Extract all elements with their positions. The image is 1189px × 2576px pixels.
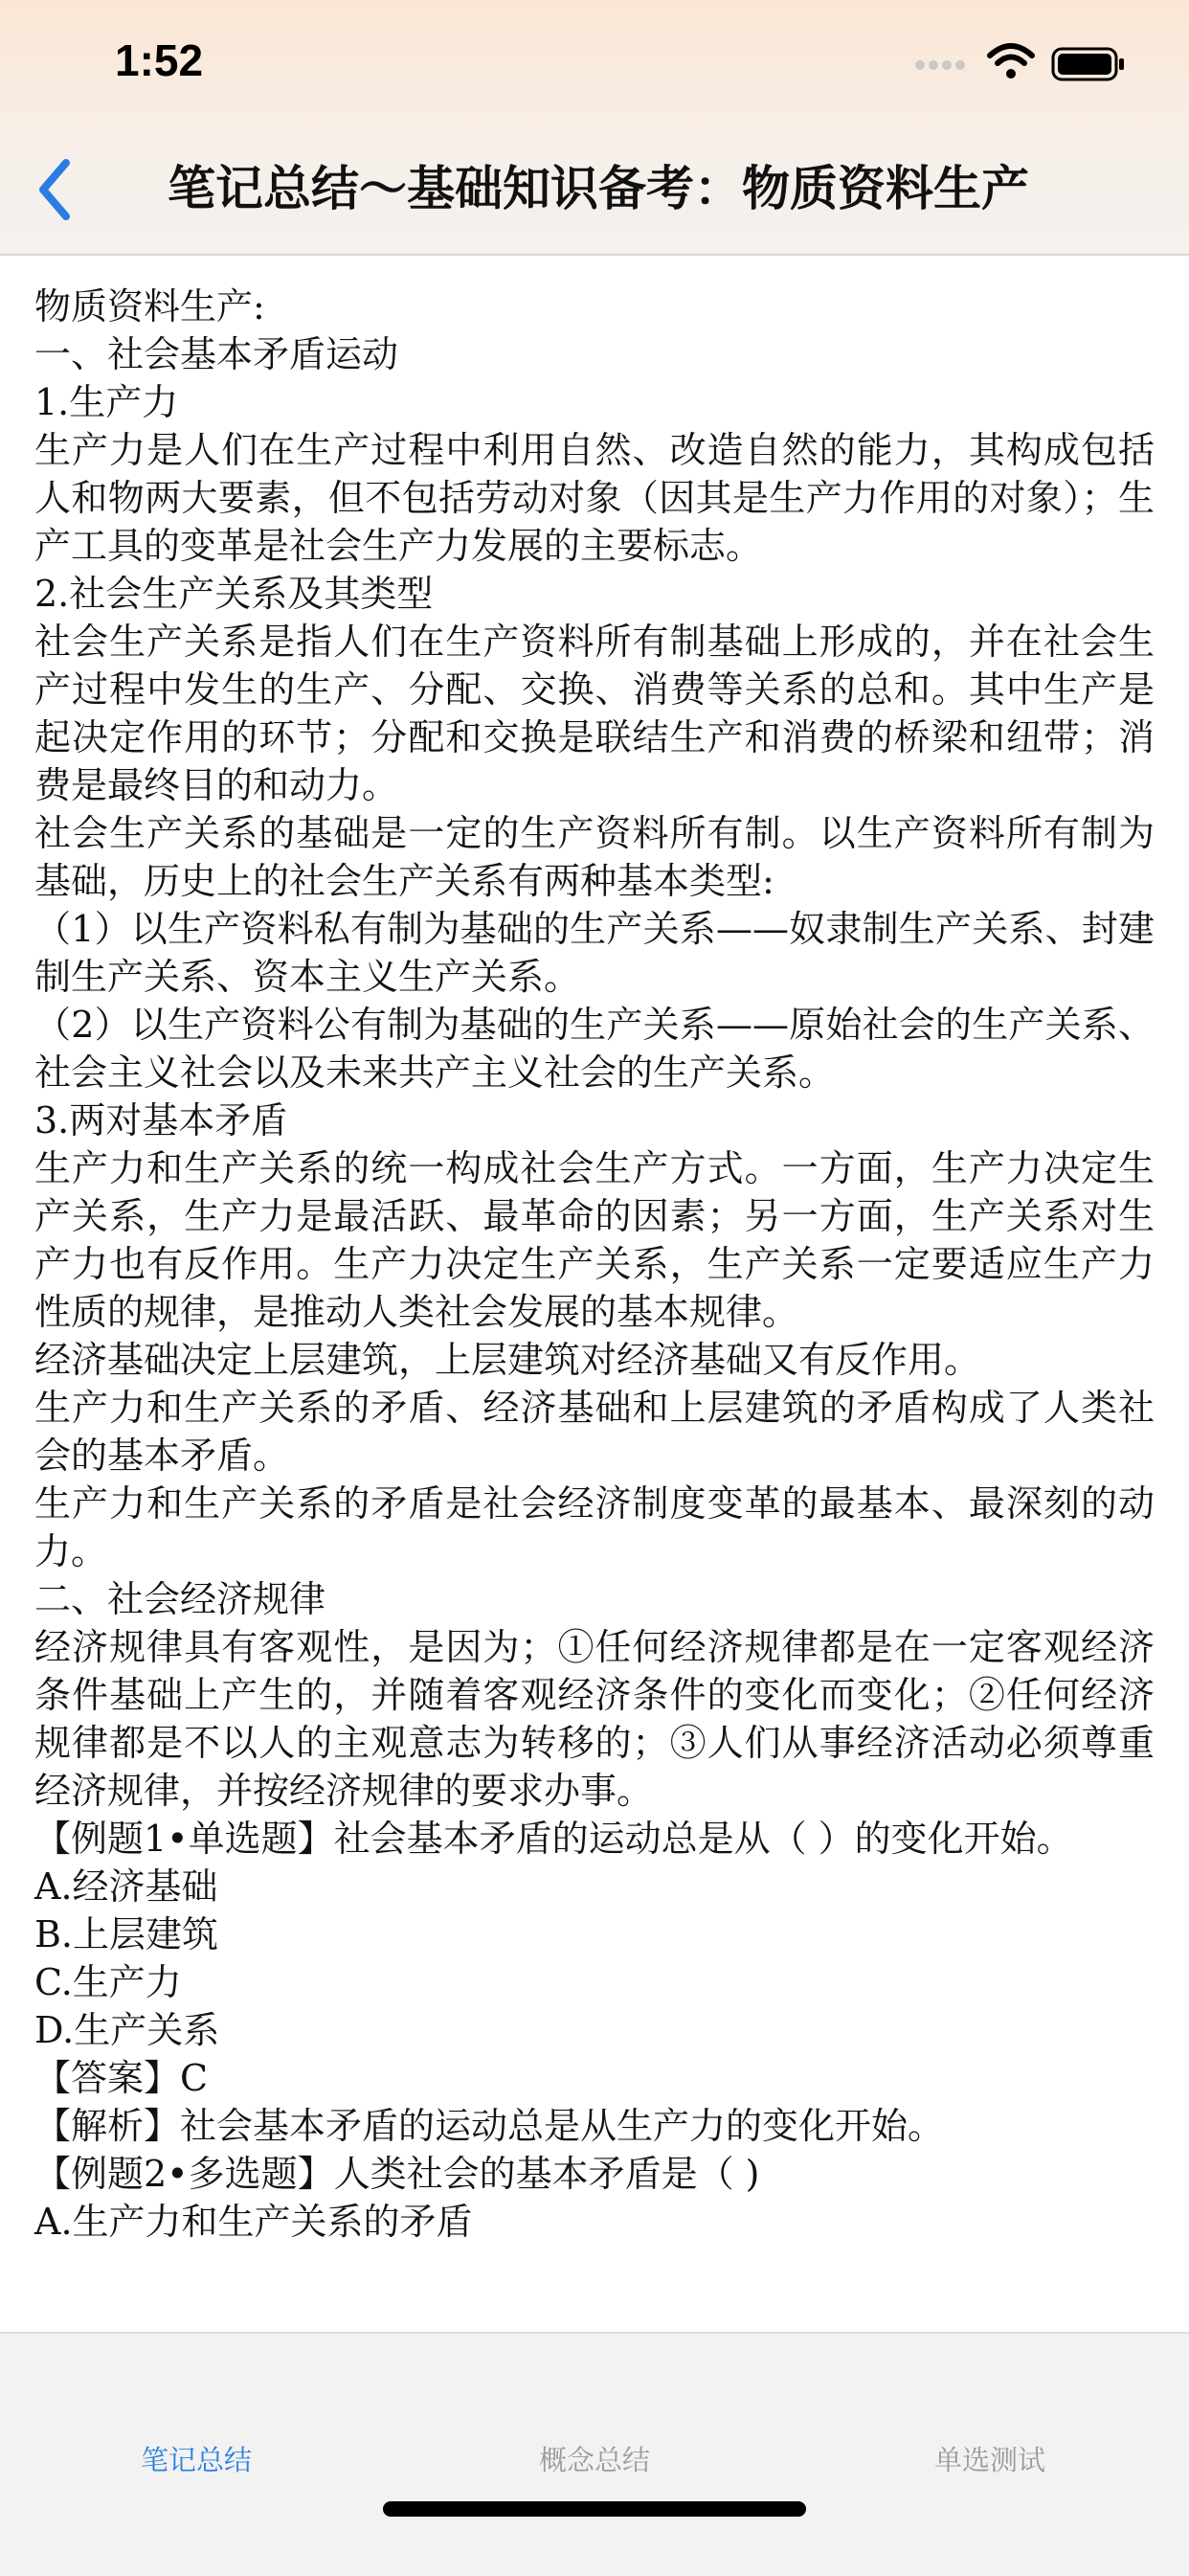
navigation-header [0, 0, 1189, 256]
wifi-icon [986, 42, 1036, 80]
back-button[interactable] [21, 153, 88, 225]
cellular-signal-icon [914, 56, 972, 75]
article-text: 物质资料生产: 一、社会基本矛盾运动 1.生产力 生产力是人们在生产过程中利用自然、改造自然的能力，其构成包括人和物两大要素，但不包括劳动对象（因其是生产力作用的对象）；生产工具的变革是社会生产力发展的主要标志。 2.社会生产关系及其类型 社会生产关系是指人们在生产资料所有制基础上形成的，并在社会生产过程中发生的生产、分配、交换、消费等关系的总和。其中生产是起决定作用的环节；分配和交换是联结生产和消费的桥梁和纽带；消费是最终目的和动力。 社会生产关系的基础是一定的生产资料所有制。以生产资料所有制为基础，历史上的社会生产关系有两种基本类型: （1）以生产资料私有制为基础的生产关系——奴隶制生产关系、封建制生产关系、资本主义生产关系。 （2）以生产资料公有制为基础的生产关系——原始社会的生产关系、社会主义社会以及未来共产主义社会的生产关系。 3.两对基本矛盾 生产力和生产关系的统一构成社会生产方式。一方面，生产力决定生产关系，生产力是最活跃、最革命的因素；另一方面，生产关系对生产力也有反作用。生产力决定生产关系，生产关系一定要适应生产力性质的规律，是推动人类社会发展的基本规律。 经济基础决定上层建筑，上层建筑对经济基础又有反作用。 生产力和生产关系的矛盾、经济基础和上层建筑的矛盾构成了人类社会的基本矛盾。 生产力和生产关系的矛盾是社会经济制度变革的最基本、最深刻的动力。 二、社会经济规律 经济规律具有客观性，是因为；①任何经济规律都是在一定客观经济条件基础上产生的，并随着客观经济条件的变化而变化；②任何经济规律都是不以人的主观意志为转移的；③人们从事经济活动必须尊重经济规律，并按经济规律的要求办事。 【例题1•单选题】社会基本矛盾的运动总是从（ ）的变化开始。 A.经济基础 B.上层建筑 C.生产力 D.生产关系 【答案】C 【解析】社会基本矛盾的运动总是从生产力的变化开始。 【例题2•多选题】人类社会的基本矛盾是（ ) A.生产力和生产关系的矛盾 [34, 285, 1155, 2243]
home-indicator [383, 2501, 806, 2517]
battery-icon [1051, 46, 1126, 82]
tab-single-choice-test[interactable]: 单选测试 [933, 2444, 1045, 2476]
chevron-left-icon [34, 157, 76, 222]
article-scroll-view[interactable] [0, 256, 1189, 2332]
status-time: 1:52 [115, 35, 204, 85]
tab-concept-summary[interactable]: 概念总结 [538, 2444, 650, 2476]
tab-bar [0, 2332, 1189, 2576]
tab-notes-summary[interactable]: 笔记总结 [140, 2444, 252, 2476]
page-title: 笔记总结～基础知识备考：物质资料生产 [168, 161, 1029, 216]
